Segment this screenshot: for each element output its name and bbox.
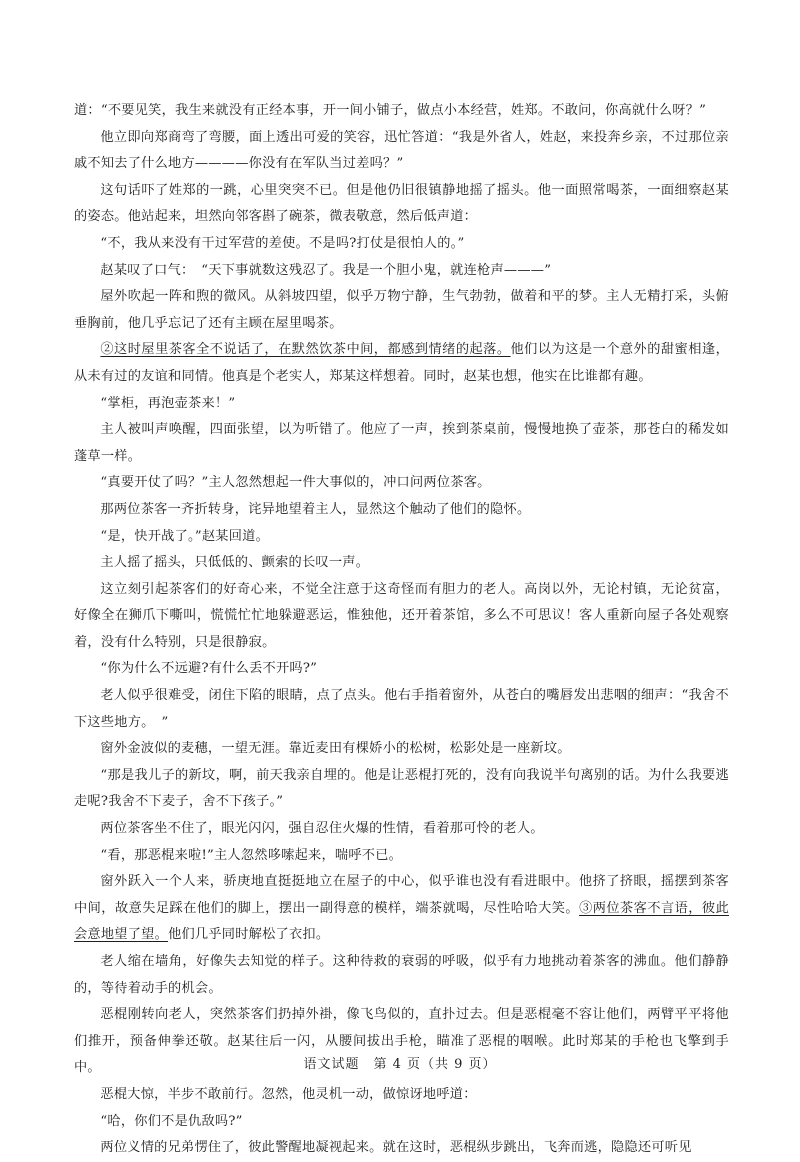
- paragraph: [74, 1135, 729, 1162]
- paragraph: [74, 417, 729, 470]
- paragraph-text: 他立即向郑商弯了弯腰，面上透出可爱的笑容，迅忙答道：“我是外省人，姓赵，来投奔乡亲，不过那位亲戚不知去了什么地方————你没有在军队当过差吗？”: [74, 129, 729, 172]
- paragraph-text: 道：“不要见笑，我生来就没有正经本事，开一间小铺子，做点小本经营，姓郑。不敢问，你高就什么呀？”: [74, 103, 707, 118]
- paragraph-text: 两位茶客坐不住了，眼光闪闪，强自忍住火爆的性情，看着那可怜的老人。: [100, 821, 544, 837]
- paragraph-text: “不，我从来没有干过军营的差使。不是吗?打仗是很怕人的。”: [100, 235, 465, 251]
- paragraph: [74, 949, 729, 1002]
- paragraph-text: 窗外金波似的麦穗，一望无涯。靠近麦田有棵娇小的松树，松影处是一座新坟。: [100, 741, 571, 757]
- paragraph-text: 恶棍大惊，半步不敢前行。忽然，他灵机一动，做惊讶地呼道：: [100, 1086, 477, 1102]
- paragraph-text: 他们几乎同时解松了衣扣。: [168, 927, 330, 943]
- paragraph: [74, 869, 729, 949]
- paragraph: [74, 763, 729, 816]
- paragraph-text: “那是我儿子的新坟，啊，前天我亲自埋的。他是让恶棍打死的，没有向我说半句离别的话。为什么我要逃走呢?我舍不下麦子，舍不下孩子。”: [74, 767, 729, 810]
- paragraph: [74, 736, 729, 763]
- underlined-sentence: ③两位茶客不言语，彼此会意地望了望。: [74, 900, 730, 943]
- paragraph: [74, 284, 729, 337]
- paragraph-text: 这句话吓了姓郑的一跳，心里突突不已。但是他仍旧很镇静地摇了摇头。他一面照常喝茶，一面细察赵某的姿态。他站起来，坦然向邻客斟了碗茶，微表敬意，然后低声道：: [74, 182, 729, 225]
- paragraph: [74, 816, 729, 843]
- paragraph-text: 两位义情的兄弟愣住了，彼此警醒地凝视起来。就在这时，恶棍纵步跳出，飞奔而逃，隐隐还可听见: [100, 1140, 692, 1156]
- paragraph-text: “掌柜，再泡壶茶来！”: [100, 395, 236, 411]
- paragraph: [74, 497, 729, 524]
- paragraph-text: 那两位茶客一齐折转身，诧异地望着主人，显然这个触动了他们的隐怀。: [100, 501, 531, 517]
- paragraph-text: 他们以为这是一个意外的甜蜜相逢，从未有过的友谊和同情。他真是个老实人，郑某这样想着。同时，赵某也想，他实在比谁都有趣。: [74, 342, 730, 384]
- paragraph-text: “你为什么不远避?有什么丢不开吗?”: [100, 661, 318, 677]
- paragraph-text: 这立刻引起茶客们的好奇心来，不觉全注意于这奇怪而有胆力的老人。高岗以外，无论村镇，无论贫富，好像全在狮爪下嘶叫，慌慌忙忙地躲避恶运，惟独他，还开着茶馆，多么不可思议！客人重新向屋子各处观察着，没有什么特别，只是很静寂。: [74, 581, 729, 650]
- paragraph: [74, 391, 729, 418]
- paragraph-text: “是，快开战了。”赵某回道。: [100, 528, 270, 544]
- paragraph: [74, 683, 729, 736]
- paragraph: [74, 125, 729, 178]
- paragraph-text: 恶棍刚转向老人，突然茶客们扔掉外褂，像飞鸟似的，直扑过去。但是恶棍毫不容让他们，两臂平平将他们推开，预备伸拳还敬。赵某往后一闪，从腰间拔出手枪，瞄准了恶棍的咽喉。此时郑某的手枪也飞擎到手中。: [74, 1007, 729, 1076]
- paragraph-text: 屋外吹起一阵和煦的微风。从斜坡四望，似乎万物宁静，生气勃勃，做着和平的梦。主人无精打采，头俯垂胸前，他几乎忘记了还有主顾在屋里喝茶。: [74, 289, 729, 331]
- paragraph-text: 主人被叫声唤醒，四面张望，以为听错了。他应了一声，挨到茶桌前，慢慢地换了壶茶，那苍白的稀发如蓬草一样。: [74, 422, 729, 464]
- paragraph: [74, 1109, 729, 1136]
- paragraph: [74, 550, 729, 577]
- paragraph-text: “真要开仗了吗？”主人忽然想起一件大事似的，冲口问两位茶客。: [100, 475, 491, 491]
- paragraph-text: 窗外跃入一个人来，骄庚地直挺挺地立在屋子的中心，似乎谁也没有看进眼中。他挤了挤眼，摇摆到茶客中间，故意失足踩在他们的脚上，摆出一副得意的模样，端茶就喝，尽性哈哈大笑。: [74, 874, 729, 916]
- paragraph: [74, 656, 729, 683]
- paragraph-text: 老人似乎很难受，闭住下陷的眼睛，点了点头。他右手指着窗外，从苍白的嘴唇发出悲咽的细声：“我舍不下这些地方。 ”: [74, 688, 729, 730]
- paragraph: [74, 470, 729, 497]
- paragraph: [74, 577, 729, 657]
- paragraph-text: 赵某叹了口气： “天下事就数这残忍了。我是一个胆小鬼，就连枪声———”: [100, 262, 552, 278]
- passage-body: [74, 98, 729, 1162]
- paragraph: [74, 524, 729, 551]
- paragraph-text: 老人缩在墙角，好像失去知觉的样子。这种待救的衰弱的呼吸，似乎有力地挑动着茶客的沸血。他们静静的，等待着动手的机会。: [74, 954, 729, 996]
- underlined-sentence: ②这时屋里茶客全不说话了，在默然饮茶中间，都感到情绪的起落。: [100, 342, 511, 358]
- paragraph: [74, 258, 729, 285]
- paragraph: [74, 98, 729, 125]
- page-footer: 语文试题 第 4 页（共 9 页）: [303, 1057, 497, 1072]
- paragraph: [74, 1082, 729, 1109]
- paragraph-text: “哈，你们不是仇敌吗?”: [100, 1113, 243, 1129]
- paragraph: [74, 178, 729, 231]
- paragraph: [74, 843, 729, 870]
- paragraph: [74, 231, 729, 258]
- paragraph: [74, 337, 729, 390]
- paragraph-text: “看，那恶棍来啦!”主人忽然哆嗦起来，喘呼不已。: [100, 847, 403, 863]
- paragraph-text: 主人摇了摇头，只低低的、颤索的长叹一声。: [100, 555, 370, 571]
